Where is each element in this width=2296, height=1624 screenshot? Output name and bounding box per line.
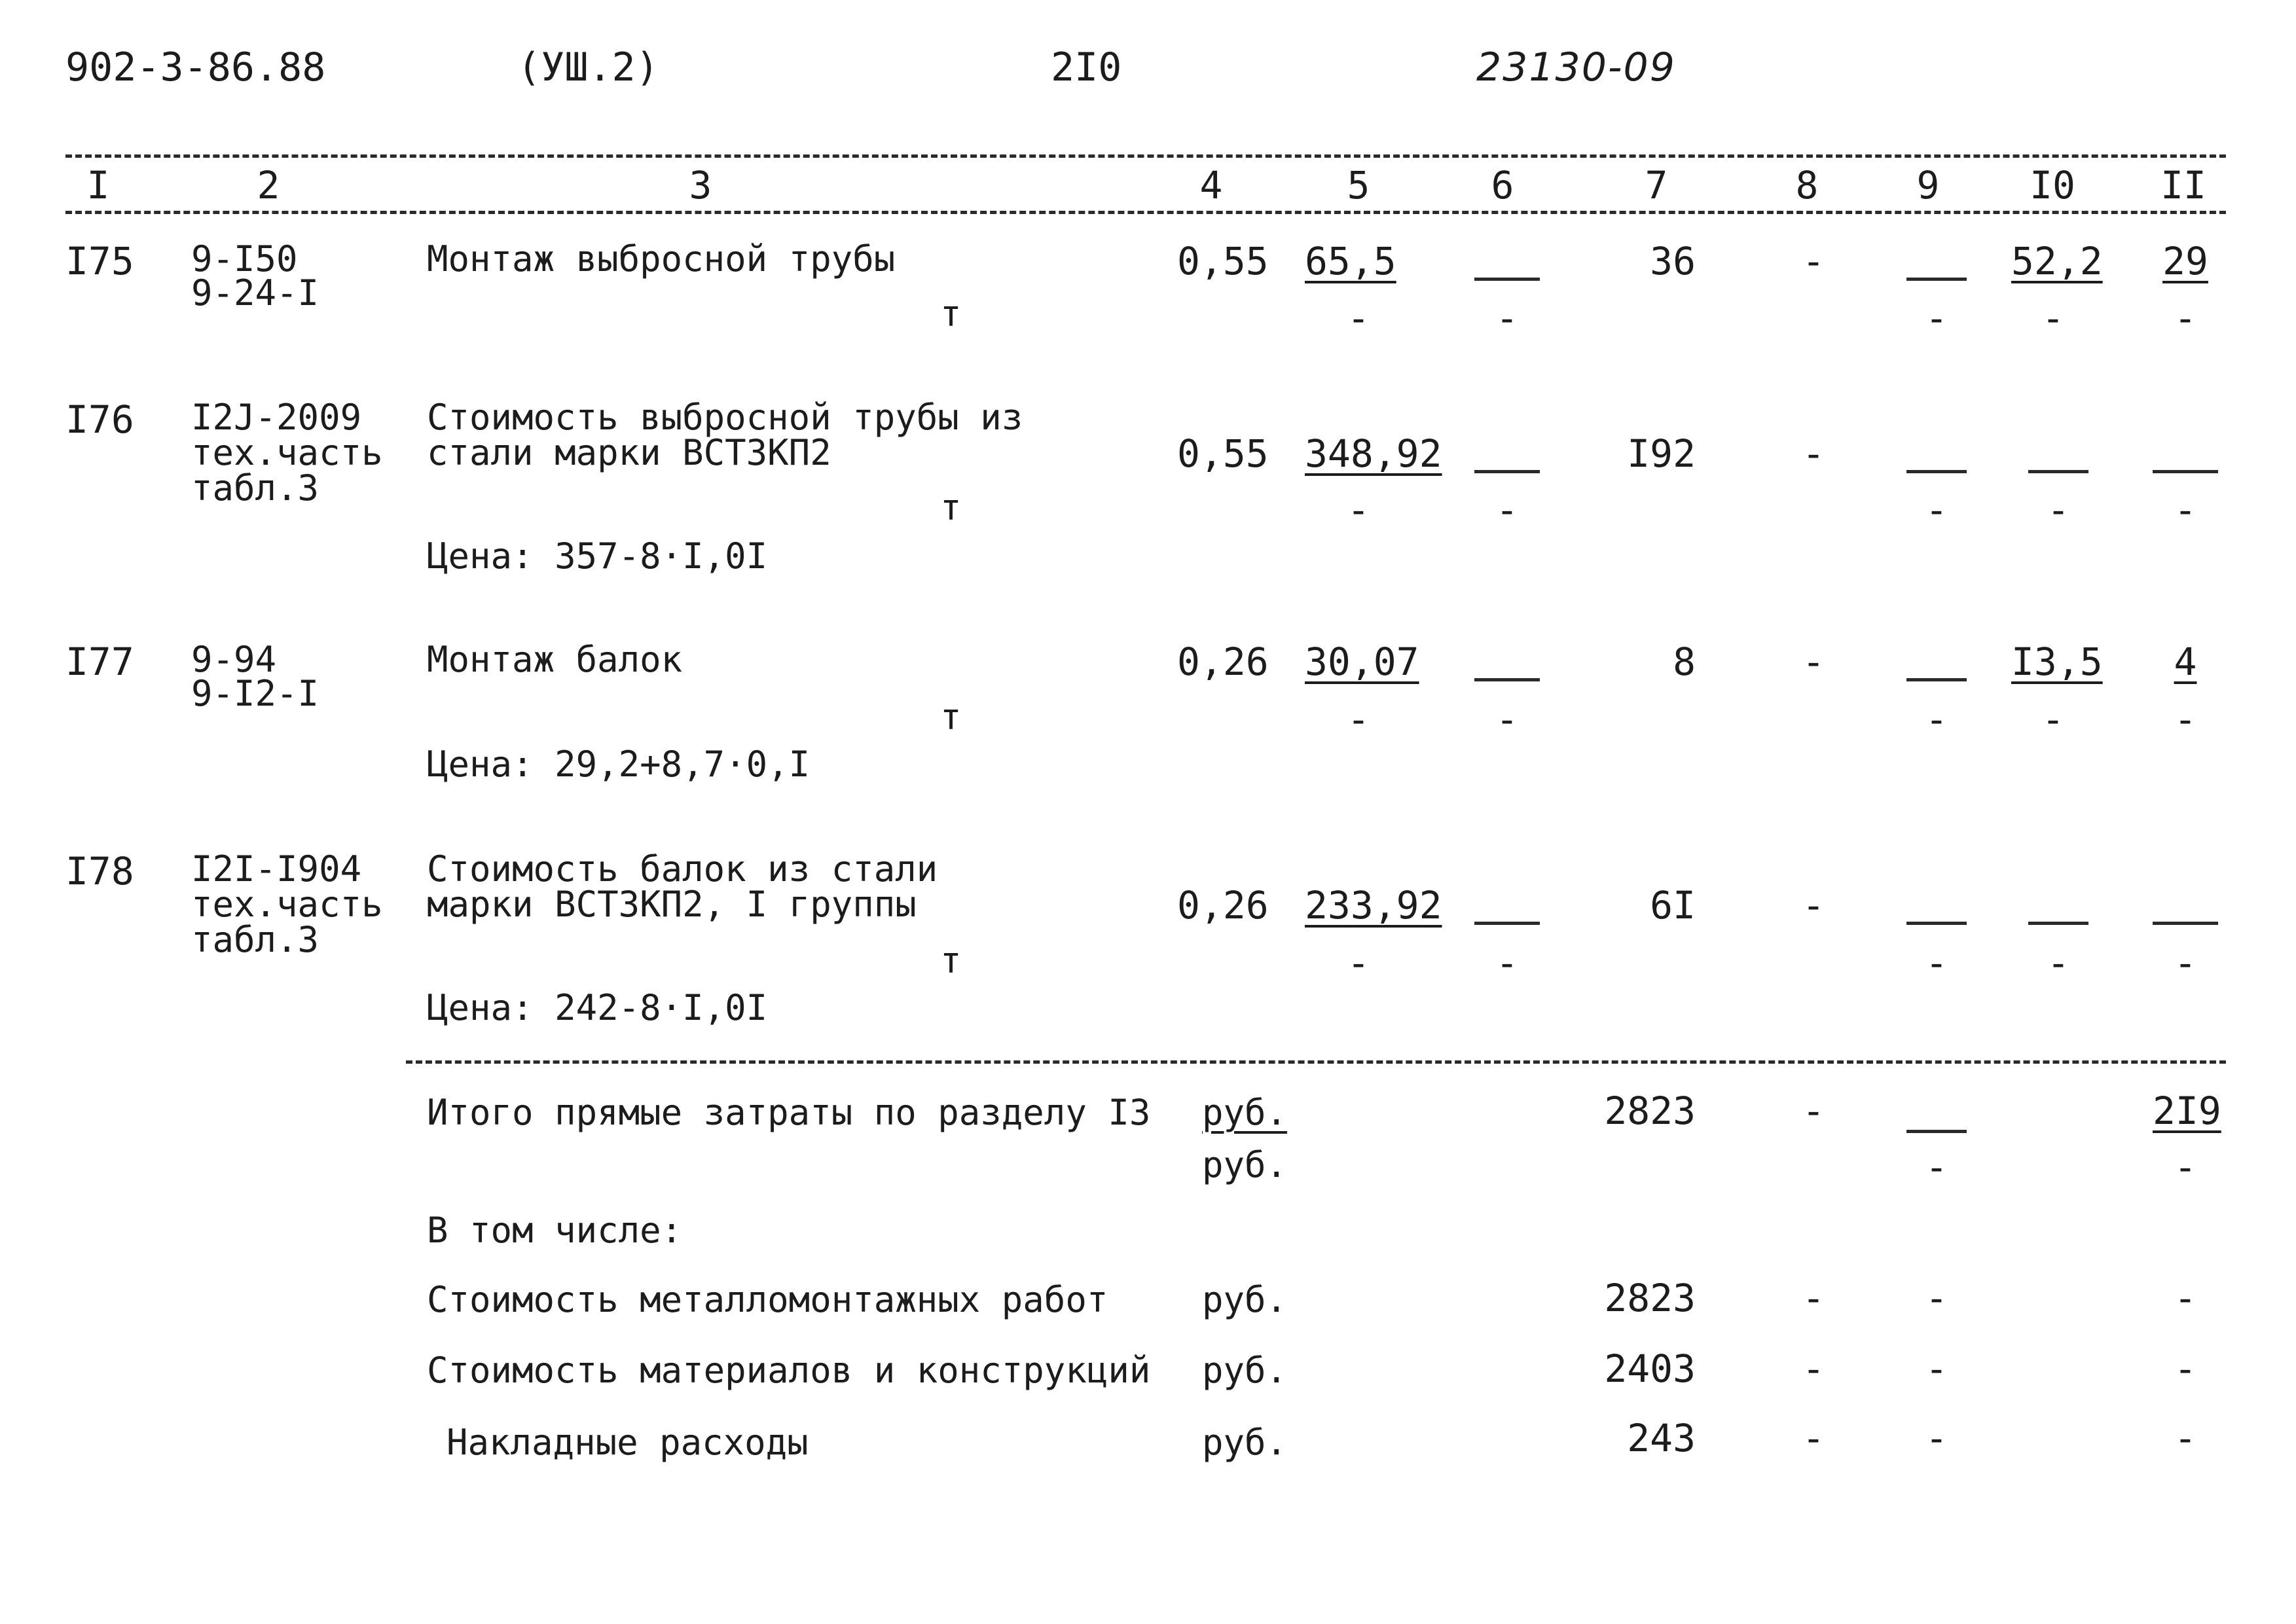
- lower-value: -: [2047, 941, 2070, 985]
- lower-value: -: [2174, 697, 2197, 742]
- breakdown-total: 243: [1627, 1416, 1696, 1460]
- fraction-bar: [1906, 678, 1967, 681]
- price-note: Цена: 357-8·I,0I: [427, 535, 768, 577]
- row-number: I75: [65, 239, 134, 283]
- cell-value: -: [1802, 883, 1825, 928]
- breakdown-cell: -: [1925, 1276, 1948, 1320]
- fraction-bar: [1906, 1130, 1967, 1133]
- page-number: 2I0: [1051, 45, 1122, 90]
- quantity: 0,26: [1177, 883, 1269, 928]
- cell-value: 29: [2162, 239, 2208, 283]
- lower-value: -: [1495, 941, 1519, 985]
- description-line: марки ВСТ3КП2, I группы: [427, 884, 917, 925]
- row-number: I78: [65, 849, 134, 893]
- column-header: 9: [1916, 163, 1940, 208]
- lower-value: -: [1495, 697, 1519, 742]
- breakdown-total: 2403: [1604, 1346, 1696, 1391]
- unit-price: 30,07: [1305, 640, 1419, 684]
- lower-value: -: [2047, 488, 2070, 532]
- column-header: 6: [1491, 163, 1514, 208]
- total-cost: 8: [1673, 640, 1696, 684]
- total-cost: I92: [1627, 431, 1696, 476]
- lower-value: -: [2174, 941, 2197, 985]
- lower-value: -: [1925, 697, 1948, 742]
- breakdown-cell: -: [1802, 1416, 1825, 1460]
- breakdown-unit: руб.: [1202, 1422, 1288, 1463]
- code-line: 9-24-I: [191, 272, 319, 314]
- lower-value: -: [1925, 1145, 1948, 1189]
- cell-value: -: [1802, 640, 1825, 684]
- cell-value: -: [1802, 431, 1825, 476]
- code-line: табл.3: [191, 467, 319, 509]
- lower-value: -: [1495, 296, 1519, 340]
- fraction-bar: [2153, 922, 2218, 925]
- breakdown-cell: -: [1925, 1346, 1948, 1391]
- code-line: I2J-2009: [191, 397, 362, 438]
- lower-value: -: [1925, 296, 1948, 340]
- unit-label: т: [940, 487, 962, 528]
- totals-unit: руб.: [1202, 1144, 1288, 1185]
- lower-value: -: [1347, 296, 1370, 340]
- lower-value: -: [2174, 488, 2197, 532]
- unit-label: т: [940, 293, 962, 334]
- unit-price: 233,92: [1305, 883, 1442, 928]
- breakdown-total: 2823: [1604, 1276, 1696, 1320]
- totals-rule: [406, 1060, 2226, 1064]
- column-header: II: [2160, 163, 2206, 208]
- code-line: 9-I2-I: [191, 673, 319, 714]
- quantity: 0,55: [1177, 239, 1269, 283]
- breakdown-cell: -: [1925, 1416, 1948, 1460]
- fraction-bar: [1906, 922, 1967, 925]
- totals-total-cost: 2823: [1604, 1089, 1696, 1133]
- description-line: Монтаж балок: [427, 639, 683, 680]
- sheet-code: 23130-09: [1476, 45, 1676, 90]
- code-line: 9-I50: [191, 238, 298, 280]
- cell-value: -: [1802, 239, 1825, 283]
- breakdown-cell: -: [2174, 1346, 2197, 1391]
- description-line: Монтаж выбросной трубы: [427, 238, 896, 280]
- code-line: табл.3: [191, 919, 319, 960]
- row-number: I76: [65, 397, 134, 442]
- lower-value: -: [1495, 488, 1519, 532]
- table-top-rule: [65, 154, 2226, 158]
- lower-value: -: [2041, 697, 2065, 742]
- cell-value: I3,5: [2011, 640, 2103, 684]
- breakdown-unit: руб.: [1202, 1279, 1288, 1320]
- column-header: 2: [257, 163, 280, 208]
- quantity: 0,55: [1177, 431, 1269, 476]
- document-code: 902-3-86.88: [65, 45, 326, 90]
- cell-value: 4: [2174, 640, 2197, 684]
- lower-value: -: [2174, 296, 2197, 340]
- column-header: 5: [1347, 163, 1370, 208]
- unit-label: т: [940, 940, 962, 981]
- totals-label: Итого прямые затраты по разделу I3: [427, 1092, 1151, 1133]
- lower-value: -: [1347, 697, 1370, 742]
- breakdown-cell: -: [2174, 1416, 2197, 1460]
- total-cost: 36: [1650, 239, 1696, 283]
- fraction-bar: [1906, 278, 1967, 281]
- including-label: В том числе:: [427, 1210, 683, 1251]
- fraction-bar: [1474, 278, 1540, 281]
- breakdown-label: Стоимость материалов и конструкций: [427, 1350, 1151, 1391]
- price-note: Цена: 242-8·I,0I: [427, 987, 768, 1028]
- column-header: 7: [1645, 163, 1668, 208]
- code-line: 9-94: [191, 639, 277, 680]
- fraction-bar: [1474, 678, 1540, 681]
- description-line: Стоимость балок из стали: [427, 848, 938, 890]
- totals-cell: 2I9: [2153, 1089, 2221, 1133]
- lower-value: -: [2174, 1145, 2197, 1189]
- lower-value: -: [1347, 941, 1370, 985]
- album-number: (УШ.2): [517, 45, 659, 90]
- row-number: I77: [65, 640, 134, 684]
- fraction-bar: [2153, 470, 2218, 473]
- quantity: 0,26: [1177, 640, 1269, 684]
- table-header-rule: [65, 211, 2226, 214]
- lower-value: -: [2041, 296, 2065, 340]
- column-header: 4: [1199, 163, 1223, 208]
- fraction-bar: [2028, 922, 2088, 925]
- unit-price: 348,92: [1305, 431, 1442, 476]
- totals-cell: -: [1802, 1089, 1825, 1133]
- code-line: тех.часть: [191, 884, 383, 925]
- price-note: Цена: 29,2+8,7·0,I: [427, 744, 811, 785]
- breakdown-unit: руб.: [1202, 1350, 1288, 1391]
- column-header: I: [86, 163, 110, 208]
- code-line: тех.часть: [191, 432, 383, 473]
- total-cost: 6I: [1650, 883, 1696, 928]
- breakdown-cell: -: [1802, 1346, 1825, 1391]
- description-line: Стоимость выбросной трубы из: [427, 397, 1023, 438]
- column-header: I0: [2030, 163, 2075, 208]
- breakdown-label: Накладные расходы: [446, 1422, 809, 1463]
- fraction-bar: [1474, 470, 1540, 473]
- column-header: 3: [689, 163, 712, 208]
- breakdown-label: Стоимость металломонтажных работ: [427, 1279, 1108, 1320]
- lower-value: -: [1925, 941, 1948, 985]
- fraction-bar: [1474, 922, 1540, 925]
- unit-price: 65,5: [1305, 239, 1396, 283]
- breakdown-cell: -: [1802, 1276, 1825, 1320]
- lower-value: -: [1925, 488, 1948, 532]
- cell-value: 52,2: [2011, 239, 2103, 283]
- description-line: стали марки ВСТ3КП2: [427, 432, 831, 473]
- unit-label: т: [940, 696, 962, 738]
- breakdown-cell: -: [2174, 1276, 2197, 1320]
- lower-value: -: [1347, 488, 1370, 532]
- totals-unit: руб.: [1202, 1092, 1288, 1133]
- fraction-bar: [2028, 470, 2088, 473]
- column-header: 8: [1795, 163, 1819, 208]
- code-line: I2I-I904: [191, 848, 362, 890]
- fraction-bar: [1906, 470, 1967, 473]
